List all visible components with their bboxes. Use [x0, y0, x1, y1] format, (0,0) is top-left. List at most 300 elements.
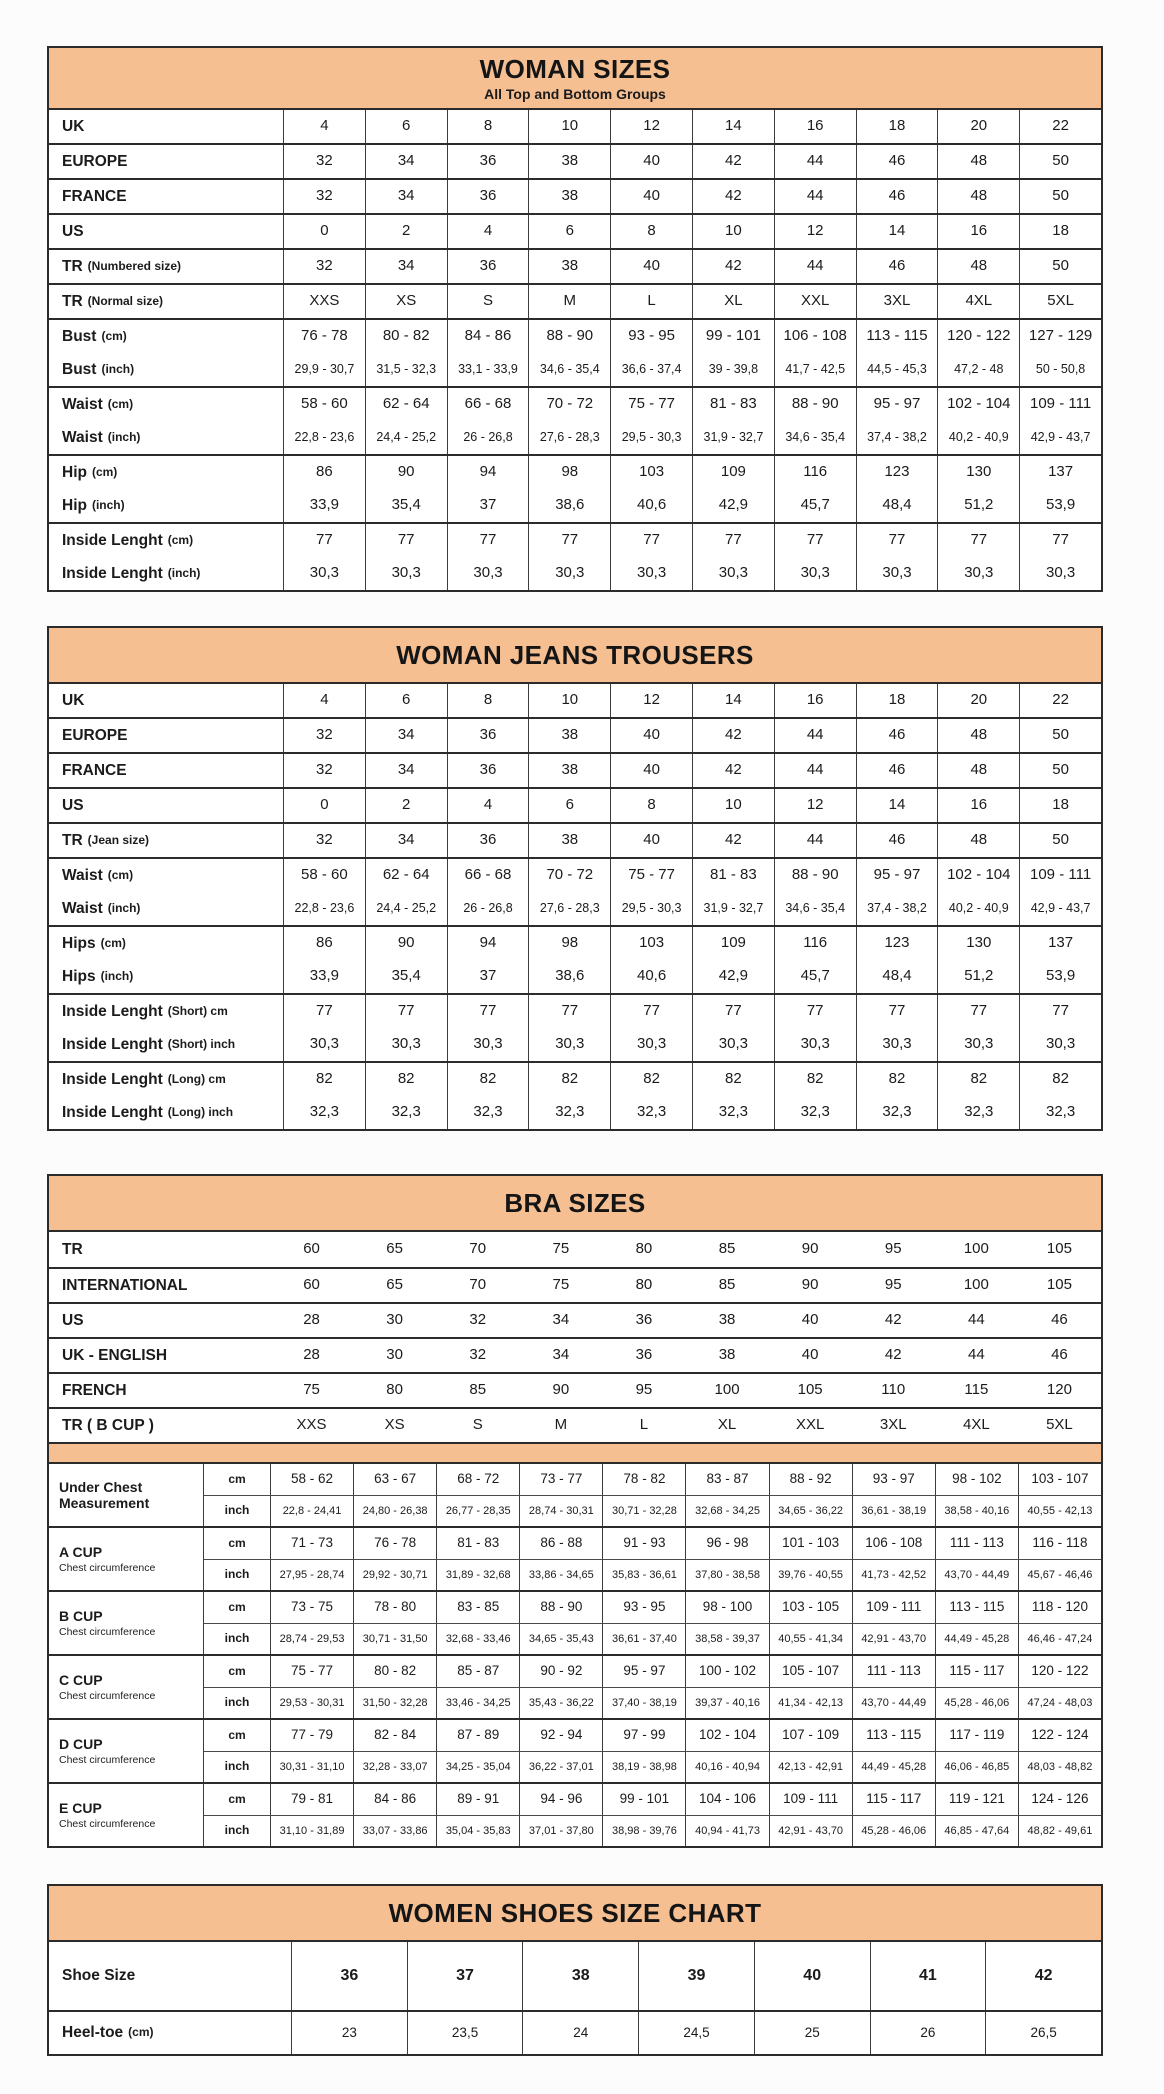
row-label-text: US: [62, 796, 84, 814]
row-label-text: Shoe Size: [62, 1967, 136, 1985]
value-cell: 36: [447, 250, 529, 283]
value-cell: 81 - 83: [692, 859, 774, 892]
value-cell: 32,68 - 33,46: [436, 1623, 519, 1654]
row-label-text: Inside Lenght: [62, 1002, 163, 1020]
value-cell: 90: [552, 1381, 570, 1399]
value-cell: 101 - 103: [769, 1528, 852, 1559]
value-cell: 32,3: [692, 1096, 774, 1129]
shoes-grid: [49, 1942, 1101, 2054]
cup-name: C CUP: [59, 1671, 103, 1688]
value-cell: 30,3: [283, 557, 365, 590]
value-cell: 81 - 83: [436, 1528, 519, 1559]
value-cell: 14: [692, 684, 774, 717]
cup-row-group: [49, 1590, 1101, 1654]
row-label-text: EUROPE: [62, 152, 128, 170]
value-cell: 94: [447, 927, 529, 960]
value-cell: 26: [870, 2012, 986, 2054]
value-cell: 38,19 - 38,98: [602, 1751, 685, 1782]
value-cell: 76 - 78: [283, 320, 365, 353]
value-cell: 98: [528, 927, 610, 960]
value-cell: 39 - 39,8: [692, 353, 774, 386]
value-cell: 37: [447, 960, 529, 993]
cup-row-group: [49, 1718, 1101, 1782]
row-label-qualifier: (Short) cm: [167, 1003, 228, 1018]
value-cell: 77: [447, 995, 529, 1028]
row-label: [49, 892, 283, 925]
value-cell: 84 - 86: [447, 320, 529, 353]
value-cell: 29,5 - 30,3: [610, 892, 692, 925]
value-cell: 42,9: [692, 489, 774, 522]
value-cell: 35,4: [365, 489, 447, 522]
value-cell: 40,94 - 41,73: [685, 1815, 768, 1846]
value-cell: 30,3: [1019, 1028, 1101, 1061]
row-label-text: UK - ENGLISH: [62, 1346, 168, 1364]
value-cell: 44: [774, 824, 856, 857]
row-label-text: Waist: [62, 866, 103, 884]
value-cell: 40,55 - 41,34: [769, 1623, 852, 1654]
row-label-text: TR: [62, 292, 83, 310]
row-group: [49, 248, 1101, 283]
value-cell: 16: [774, 684, 856, 717]
bra-conversion-row: [49, 1302, 1101, 1337]
row-group: [49, 993, 1101, 1061]
value-cell: 34,6 - 35,4: [528, 353, 610, 386]
value-cell: 32,3: [774, 1096, 856, 1129]
row-label: [49, 421, 283, 454]
value-cell: 80: [635, 1240, 653, 1258]
bra-conversion-row: [49, 1372, 1101, 1407]
row-label-qualifier: (inch): [167, 565, 201, 580]
row-label-text: Bust: [62, 327, 97, 345]
value-cell: 77: [1019, 995, 1101, 1028]
row-group: [49, 857, 1101, 925]
value-cell: M: [554, 1416, 568, 1434]
value-cell: 120 - 122: [1018, 1656, 1101, 1687]
value-cell: 22,8 - 23,6: [283, 421, 365, 454]
value-cell: M: [528, 285, 610, 318]
value-cell: 46,06 - 46,85: [935, 1751, 1018, 1782]
value-cell: 95 - 97: [856, 859, 938, 892]
value-cell: 40,55 - 42,13: [1018, 1495, 1101, 1526]
value-cell: 95 - 97: [602, 1656, 685, 1687]
row-label-text: US: [62, 222, 84, 240]
value-cell: 37,4 - 38,2: [856, 892, 938, 925]
value-cell: 38,58 - 40,16: [935, 1495, 1018, 1526]
value-cell: 58 - 60: [283, 388, 365, 421]
value-cell: 38,6: [528, 960, 610, 993]
value-cell: 75 - 77: [610, 859, 692, 892]
value-cell: 38: [718, 1311, 736, 1329]
value-cell: 50: [1019, 824, 1101, 857]
value-cell: 5XL: [1019, 285, 1101, 318]
row-group: [49, 925, 1101, 993]
shoes-size-table: [47, 1884, 1103, 2056]
value-cell: 44: [774, 250, 856, 283]
row-label: [49, 789, 283, 822]
value-cell: 32: [283, 250, 365, 283]
value-cell: 88 - 90: [774, 388, 856, 421]
table-row: [49, 456, 1101, 489]
value-cell: 37,40 - 38,19: [602, 1687, 685, 1718]
value-cell: 105: [1046, 1240, 1072, 1258]
table-row: [49, 859, 1101, 892]
value-cell: 34: [552, 1346, 570, 1364]
row-label: [49, 995, 283, 1028]
jeans-title: WOMAN JEANS TROUSERS: [396, 639, 754, 670]
table-row: [49, 719, 1101, 752]
value-cell: 42,91 - 43,70: [769, 1815, 852, 1846]
value-cell: 130: [937, 456, 1019, 489]
value-cell: 115: [964, 1381, 989, 1399]
value-cell: 38: [528, 180, 610, 213]
value-cell: 88 - 90: [519, 1592, 602, 1623]
value-cell: 85: [469, 1381, 487, 1399]
value-cell: 115 - 117: [852, 1784, 935, 1815]
row-group: [49, 522, 1101, 590]
value-cell: 37,4 - 38,2: [856, 421, 938, 454]
bra-header-band: [49, 1176, 1101, 1232]
value-cell: 44: [774, 145, 856, 178]
cup-label: [49, 1720, 203, 1782]
cup-row-group: [49, 1654, 1101, 1718]
value-cell: 36,61 - 37,40: [602, 1623, 685, 1654]
value-cell: 38,98 - 39,76: [602, 1815, 685, 1846]
cup-subtitle: Chest circumference: [59, 1562, 156, 1575]
value-cell: 77: [1019, 524, 1101, 557]
value-cell: 137: [1019, 456, 1101, 489]
value-cell: 116: [774, 927, 856, 960]
unit-cell-cm: cm: [203, 1656, 270, 1687]
value-cell: 50: [1019, 250, 1101, 283]
row-label-text: US: [62, 1311, 84, 1329]
value-cell: 38,6: [528, 489, 610, 522]
value-cell: 94 - 96: [519, 1784, 602, 1815]
value-cell: 32,3: [1019, 1096, 1101, 1129]
value-cell: 32: [283, 719, 365, 752]
value-cell: 77 - 79: [270, 1720, 353, 1751]
value-cell: 106 - 108: [774, 320, 856, 353]
value-cell: 27,6 - 28,3: [528, 421, 610, 454]
value-cell: 40,6: [610, 960, 692, 993]
value-cell: 39,37 - 40,16: [685, 1687, 768, 1718]
value-cell: 42,9: [692, 960, 774, 993]
value-cell: 30: [386, 1346, 403, 1364]
value-cell: 30,3: [1019, 557, 1101, 590]
row-label-text: EUROPE: [62, 726, 128, 744]
value-cell: 22: [1019, 684, 1101, 717]
row-label: [49, 1269, 270, 1302]
row-label-text: Inside Lenght: [62, 531, 163, 549]
value-cell: 28: [303, 1311, 320, 1329]
value-cell: 99 - 101: [692, 320, 774, 353]
value-cell: 35,43 - 36,22: [519, 1687, 602, 1718]
value-cell: 111 - 113: [935, 1528, 1018, 1559]
value-cell: 42,91 - 43,70: [852, 1623, 935, 1654]
value-cell: S: [472, 1416, 483, 1434]
value-cell: 130: [937, 927, 1019, 960]
unit-cell-inch: inch: [203, 1751, 270, 1782]
value-cell: 137: [1019, 927, 1101, 960]
row-label: [49, 353, 283, 386]
row-label-text: UK: [62, 691, 85, 709]
row-group: [49, 178, 1101, 213]
value-cell: 77: [856, 524, 938, 557]
woman-sizes-subtitle: All Top and Bottom Groups: [484, 86, 666, 102]
value-cell: 36: [447, 145, 529, 178]
value-cell: 32,3: [937, 1096, 1019, 1129]
row-label: [49, 684, 283, 717]
value-cell: 105: [1046, 1276, 1072, 1294]
value-cell: 73 - 75: [270, 1592, 353, 1623]
value-cell: 58 - 62: [270, 1464, 353, 1495]
row-label: [49, 180, 283, 213]
cup-name: E CUP: [59, 1799, 102, 1816]
value-cell: 102 - 104: [685, 1720, 768, 1751]
value-cell: 98 - 102: [935, 1464, 1018, 1495]
value-cell: 36: [447, 180, 529, 213]
value-cell: 98: [528, 456, 610, 489]
value-cell: 44,49 - 45,28: [852, 1751, 935, 1782]
value-cell: 86 - 88: [519, 1528, 602, 1559]
value-cell: 30,3: [283, 1028, 365, 1061]
value-cell: 82: [692, 1063, 774, 1096]
value-cell: 45,28 - 46,06: [852, 1815, 935, 1846]
value-cell: 95: [884, 1276, 902, 1294]
value-cell: 70: [469, 1276, 487, 1294]
row-group: [49, 386, 1101, 454]
value-cell: 30,3: [692, 1028, 774, 1061]
value-cell: 34: [552, 1311, 570, 1329]
value-cell: 32: [469, 1311, 487, 1329]
value-cell: 45,7: [774, 489, 856, 522]
row-group: [49, 318, 1101, 386]
cup-name: B CUP: [59, 1607, 103, 1624]
value-cell: XXS: [296, 1416, 327, 1434]
value-cell: 50 - 50,8: [1019, 353, 1101, 386]
value-cell: 90: [365, 927, 447, 960]
value-cell: XXL: [795, 1416, 825, 1434]
value-cell: 123: [856, 927, 938, 960]
value-cell: 42: [884, 1346, 902, 1364]
value-cell: 34,65 - 35,43: [519, 1623, 602, 1654]
value-cell: 33,9: [283, 960, 365, 993]
value-cell: 14: [856, 215, 938, 248]
value-cell: 24,80 - 26,38: [353, 1495, 436, 1526]
value-cell: 33,9: [283, 489, 365, 522]
value-cell: 44: [968, 1311, 985, 1329]
table-row: [49, 1942, 1101, 2010]
value-cell: 46,46 - 47,24: [1018, 1623, 1101, 1654]
value-cell: 30,3: [856, 557, 938, 590]
value-cell: 77: [774, 524, 856, 557]
value-cell: 30,3: [447, 557, 529, 590]
value-cell: 90: [801, 1276, 819, 1294]
value-cell: 76 - 78: [353, 1528, 436, 1559]
row-label: [49, 489, 283, 522]
row-label: [49, 1374, 270, 1407]
value-cell: 22: [1019, 110, 1101, 143]
value-cell: 36: [635, 1346, 653, 1364]
woman-sizes-grid: [49, 110, 1101, 590]
row-group: [49, 1061, 1101, 1129]
value-cell: 104 - 106: [685, 1784, 768, 1815]
cup-label: [49, 1592, 203, 1654]
value-cell: 82: [283, 1063, 365, 1096]
row-label-text: Bust: [62, 360, 97, 378]
value-cell: 109: [692, 456, 774, 489]
value-cell: 77: [283, 995, 365, 1028]
bra-conversion-row: [49, 1232, 1101, 1267]
value-cell: 23,5: [407, 2012, 523, 2054]
value-cell: 39,76 - 40,55: [769, 1559, 852, 1590]
value-cell: 37,01 - 37,80: [519, 1815, 602, 1846]
value-cell: 30,3: [365, 557, 447, 590]
value-cell: 90: [365, 456, 447, 489]
table-row: [49, 557, 1101, 590]
cup-row-group: [49, 1526, 1101, 1590]
table-row: [49, 145, 1101, 178]
cup-subtitle: Chest circumference: [59, 1818, 156, 1831]
row-label-text: Heel-toe: [62, 2024, 124, 2042]
value-cell: 30,3: [692, 557, 774, 590]
value-cell: 62 - 64: [365, 859, 447, 892]
value-cell: 102 - 104: [937, 388, 1019, 421]
value-cell: 77: [365, 995, 447, 1028]
value-cell: 28,74 - 30,31: [519, 1495, 602, 1526]
value-cell: 6: [365, 684, 447, 717]
value-cell: 83 - 85: [436, 1592, 519, 1623]
value-cell: 90 - 92: [519, 1656, 602, 1687]
value-cell: 31,89 - 32,68: [436, 1559, 519, 1590]
value-cell: 68 - 72: [436, 1464, 519, 1495]
value-cell: 77: [937, 995, 1019, 1028]
value-cell: 50: [1019, 754, 1101, 787]
value-cell: 46: [856, 145, 938, 178]
value-cell: 48,4: [856, 489, 938, 522]
row-label: [49, 1232, 270, 1267]
value-cell: L: [639, 1416, 649, 1434]
value-cell: XXL: [774, 285, 856, 318]
value-cell: 79 - 81: [270, 1784, 353, 1815]
value-cell: L: [610, 285, 692, 318]
value-cell: 6: [365, 110, 447, 143]
value-cell: 89 - 91: [436, 1784, 519, 1815]
value-cell: 4: [447, 789, 529, 822]
value-cell: XL: [717, 1416, 737, 1434]
row-label: [49, 754, 283, 787]
value-cell: 95: [635, 1381, 653, 1399]
value-cell: 113 - 115: [856, 320, 938, 353]
row-label: [49, 1409, 270, 1442]
bra-conversion-row: [49, 1267, 1101, 1302]
value-cell: 103 - 105: [769, 1592, 852, 1623]
jeans-trousers-table: [47, 626, 1103, 1131]
value-cell: 80 - 82: [353, 1656, 436, 1687]
cup-name: Under Chest Measurement: [59, 1478, 150, 1511]
value-cell: 40: [801, 1346, 819, 1364]
value-cell: 127 - 129: [1019, 320, 1101, 353]
value-cell: 48,4: [856, 960, 938, 993]
value-cell: 32,3: [365, 1096, 447, 1129]
shoes-header-band: [49, 1886, 1101, 1942]
value-cell: 31,5 - 32,3: [365, 353, 447, 386]
table-row: [49, 388, 1101, 421]
value-cell: 10: [692, 215, 774, 248]
value-cell: 85 - 87: [436, 1656, 519, 1687]
value-cell: XL: [692, 285, 774, 318]
value-cell: 26,77 - 28,35: [436, 1495, 519, 1526]
value-cell: 30,3: [365, 1028, 447, 1061]
value-cell: 16: [937, 789, 1019, 822]
value-cell: 33,86 - 34,65: [519, 1559, 602, 1590]
table-row: [49, 754, 1101, 787]
value-cell: 32,3: [610, 1096, 692, 1129]
bra-separator-band: [49, 1442, 1101, 1462]
value-cell: 12: [610, 684, 692, 717]
value-cell: 30,71 - 32,28: [602, 1495, 685, 1526]
value-cell: 30,3: [528, 1028, 610, 1061]
value-cell: 82: [774, 1063, 856, 1096]
value-cell: 122 - 124: [1018, 1720, 1101, 1751]
value-cell: 30,3: [774, 1028, 856, 1061]
row-label: [49, 1096, 283, 1129]
value-cell: 93 - 95: [610, 320, 692, 353]
value-cell: 88 - 90: [774, 859, 856, 892]
unit-cell-cm: cm: [203, 1720, 270, 1751]
table-row: [49, 110, 1101, 143]
table-row: [49, 824, 1101, 857]
value-cell: 30,3: [528, 557, 610, 590]
value-cell: 8: [447, 684, 529, 717]
value-cell: 103: [610, 927, 692, 960]
value-cell: 2: [365, 215, 447, 248]
value-cell: 48: [937, 180, 1019, 213]
value-cell: S: [447, 285, 529, 318]
value-cell: 95 - 97: [856, 388, 938, 421]
value-cell: 113 - 115: [935, 1592, 1018, 1623]
cup-label: [49, 1656, 203, 1718]
unit-cell-inch: inch: [203, 1623, 270, 1654]
value-cell: 34,6 - 35,4: [774, 421, 856, 454]
value-cell: 82: [365, 1063, 447, 1096]
value-cell: 18: [856, 110, 938, 143]
row-label-text: Waist: [62, 428, 103, 446]
value-cell: 40: [610, 754, 692, 787]
value-cell: 30,71 - 31,50: [353, 1623, 436, 1654]
value-cell: 83 - 87: [685, 1464, 768, 1495]
value-cell: 20: [937, 110, 1019, 143]
value-cell: 82: [1019, 1063, 1101, 1096]
value-cell: 86: [283, 927, 365, 960]
value-cell: 113 - 115: [852, 1720, 935, 1751]
value-cell: 119 - 121: [935, 1784, 1018, 1815]
value-cell: 26 - 26,8: [447, 421, 529, 454]
value-cell: 34: [365, 824, 447, 857]
row-label-qualifier: (Normal size): [87, 293, 164, 308]
value-cell: 60: [303, 1276, 320, 1294]
value-cell: 31,9 - 32,7: [692, 421, 774, 454]
value-cell: 124 - 126: [1018, 1784, 1101, 1815]
row-label-qualifier: (Short) inch: [167, 1036, 236, 1051]
value-cell: 31,50 - 32,28: [353, 1687, 436, 1718]
value-cell: 32,68 - 34,25: [685, 1495, 768, 1526]
row-label-text: Inside Lenght: [62, 1070, 163, 1088]
row-label-qualifier: (cm): [91, 464, 118, 479]
value-cell: 44: [774, 719, 856, 752]
row-label: [49, 1942, 291, 2010]
value-cell: 42: [884, 1311, 902, 1329]
row-label: [49, 110, 283, 143]
